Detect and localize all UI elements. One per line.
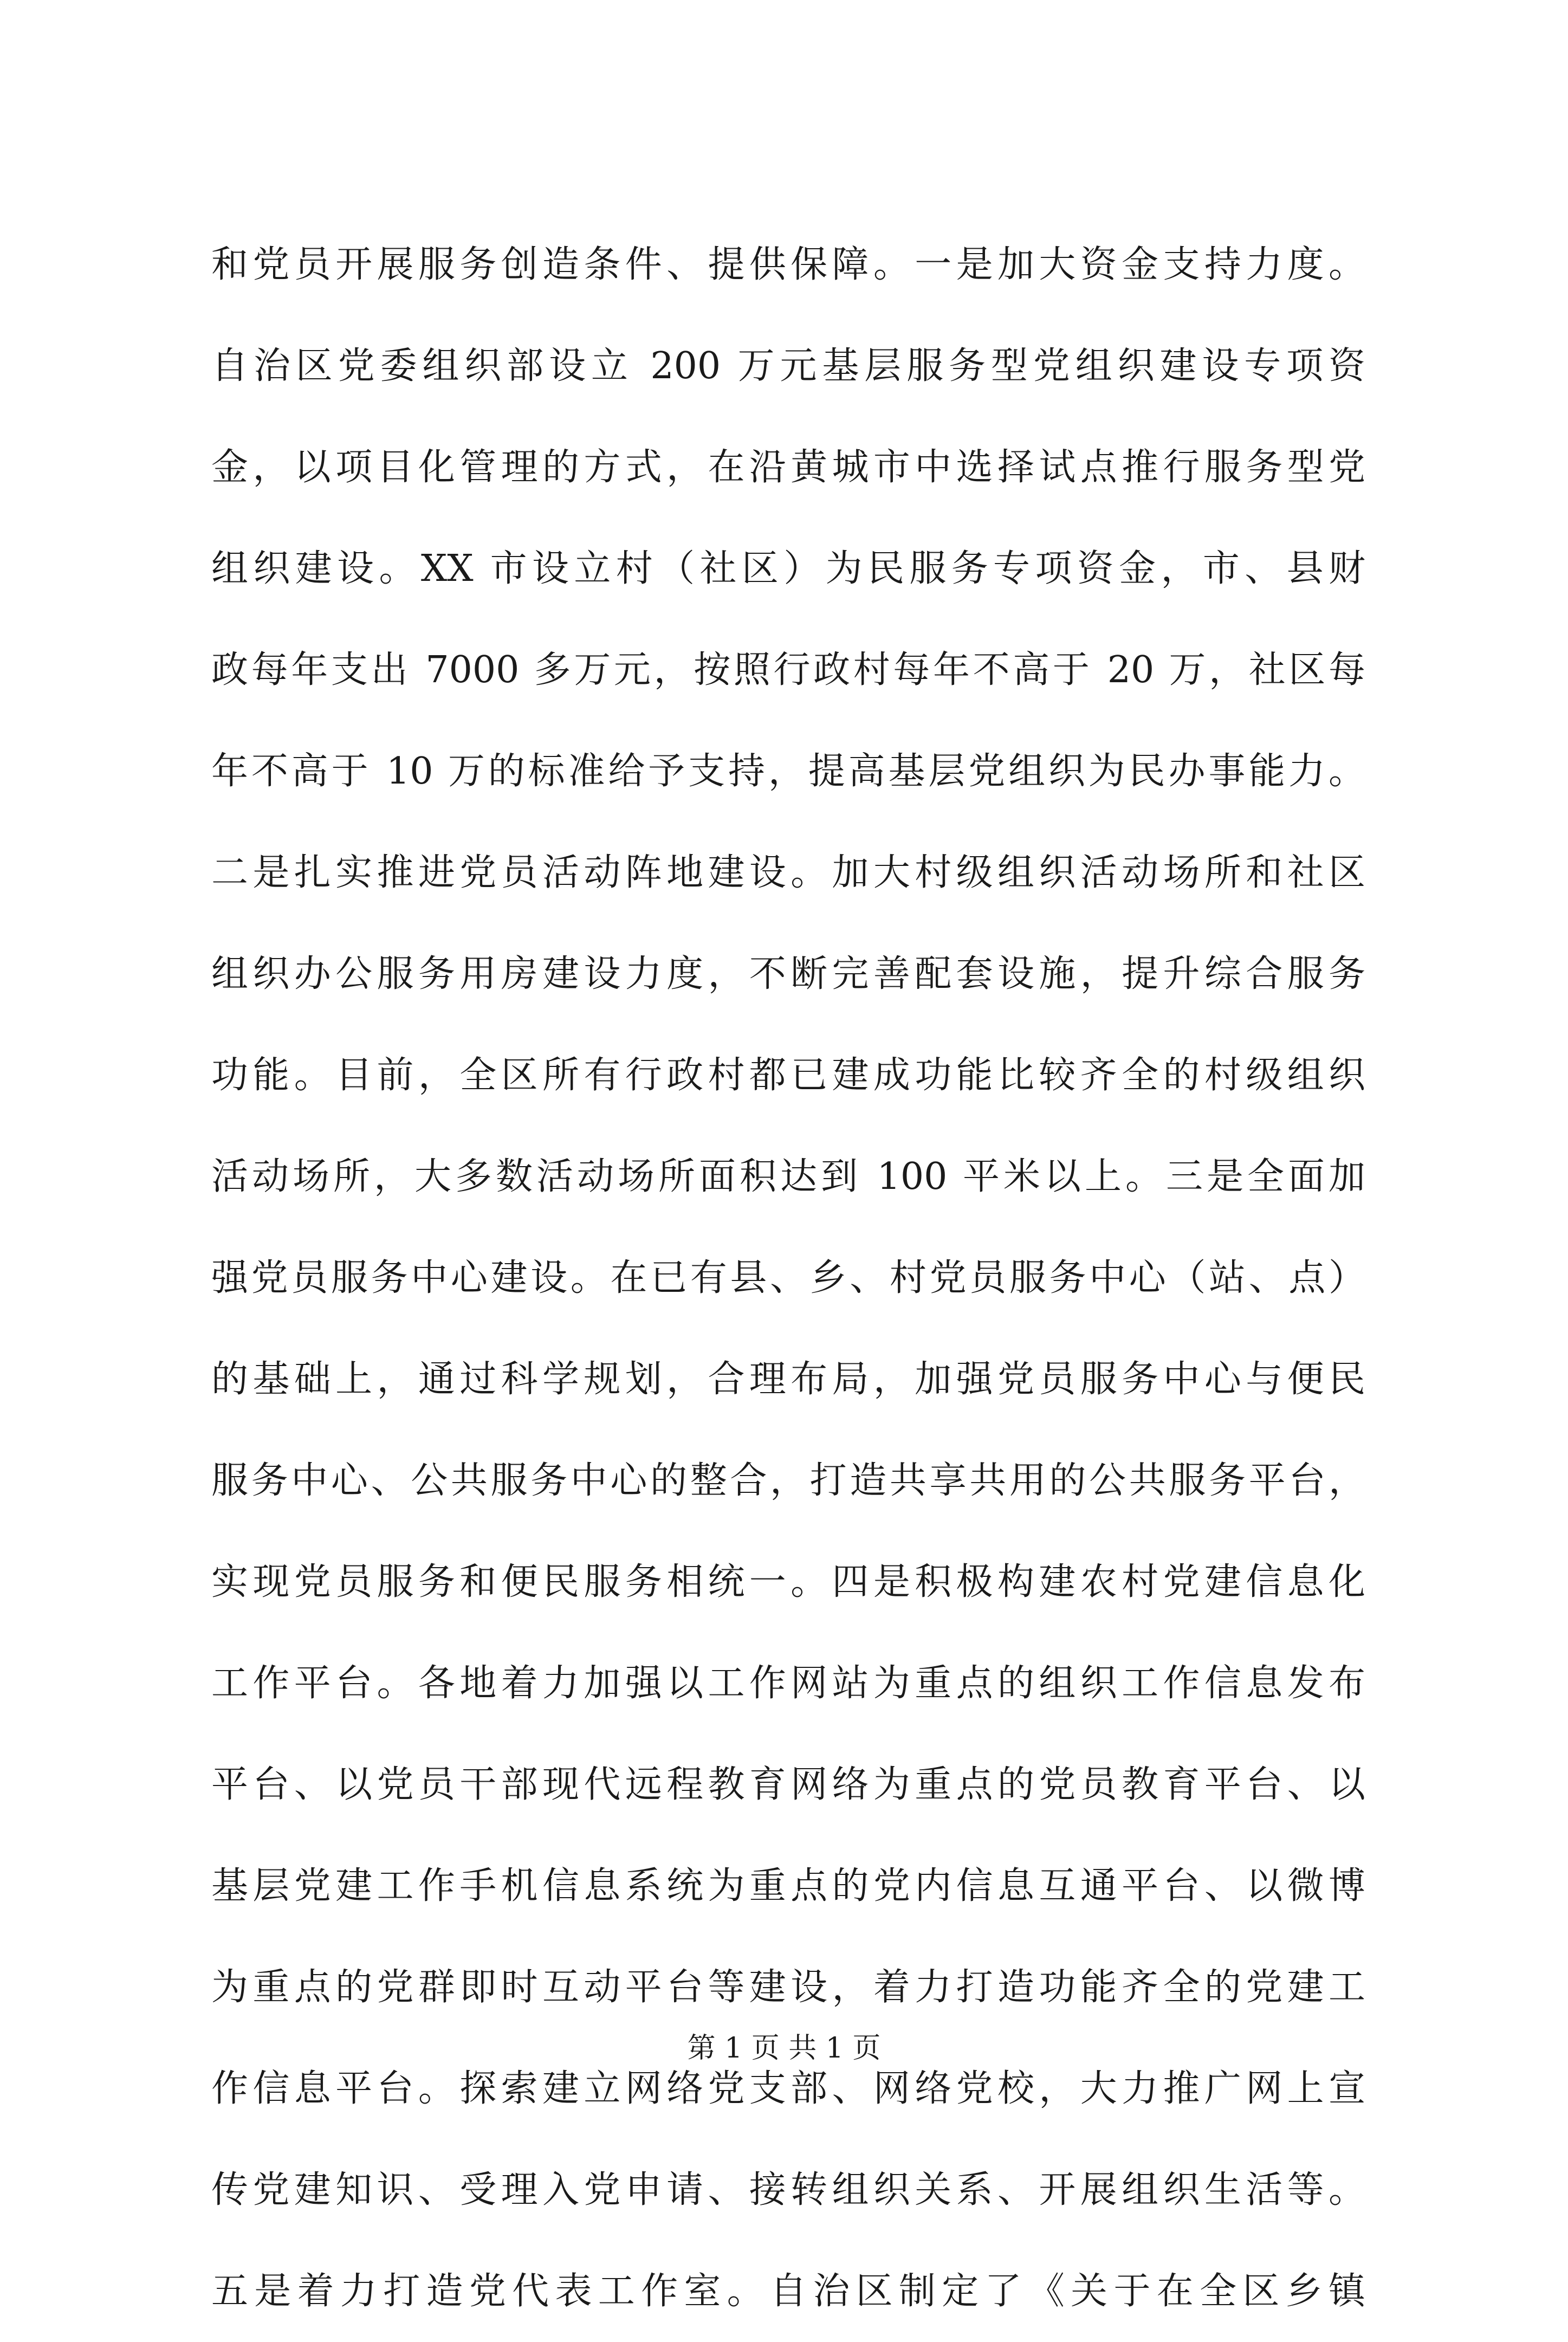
text-line: 工作平台。各地着力加强以工作网站为重点的组织工作信息发布 — [211, 1662, 1365, 1705]
text-line: 自治区党委组织部设立 200 万元基层服务型党组织建设专项资 — [211, 345, 1365, 387]
body-text — [211, 214, 1365, 2342]
text-line: 二是扎实推进党员活动阵地建设。加大村级组织活动场所和社区 — [211, 851, 1365, 894]
text-line: 强党员服务中心建设。在已有县、乡、村党员服务中心（站、点） — [211, 1257, 1365, 1299]
text-line: 组织办公服务用房建设力度，不断完善配套设施，提升综合服务 — [211, 953, 1365, 995]
text-line: 功能。目前，全区所有行政村都已建成功能比较齐全的村级组织 — [211, 1054, 1365, 1097]
text-line: 组织建设。XX 市设立村（社区）为民服务专项资金，市、县财 — [211, 547, 1365, 590]
text-line: 为重点的党群即时互动平台等建设，着力打造功能齐全的党建工 — [211, 1966, 1365, 2009]
text-line: 活动场所，大多数活动场所面积达到 100 平米以上。三是全面加 — [211, 1155, 1365, 1198]
text-line: 的基础上，通过科学规划，合理布局，加强党员服务中心与便民 — [211, 1358, 1365, 1401]
text-line: 金，以项目化管理的方式，在沿黄城市中选择试点推行服务型党 — [211, 446, 1365, 489]
text-line: 传党建知识、受理入党申请、接转组织关系、开展组织生活等。 — [211, 2169, 1365, 2211]
text-line: 实现党员服务和便民服务相统一。四是积极构建农村党建信息化 — [211, 1561, 1365, 1603]
text-line: 基层党建工作手机信息系统为重点的党内信息互通平台、以微博 — [211, 1865, 1365, 1907]
text-line: 平台、以党员干部现代远程教育网络为重点的党员教育平台、以 — [211, 1763, 1365, 1806]
text-line: 年不高于 10 万的标准给予支持，提高基层党组织为民办事能力。 — [211, 750, 1365, 793]
text-line: 五是着力打造党代表工作室。自治区制定了《关于在全区乡镇 — [211, 2270, 1365, 2313]
text-line: 服务中心、公共服务中心的整合，打造共享共用的公共服务平台， — [211, 1459, 1365, 1502]
text-line: 政每年支出 7000 多万元，按照行政村每年不高于 20 万，社区每 — [211, 649, 1365, 691]
page-footer: 第 1 页 共 1 页 — [687, 2032, 881, 2065]
text-line: 作信息平台。探索建立网络党支部、网络党校，大力推广网上宣 — [211, 2067, 1365, 2110]
text-line: 和党员开展服务创造条件、提供保障。一是加大资金支持力度。 — [211, 243, 1365, 286]
